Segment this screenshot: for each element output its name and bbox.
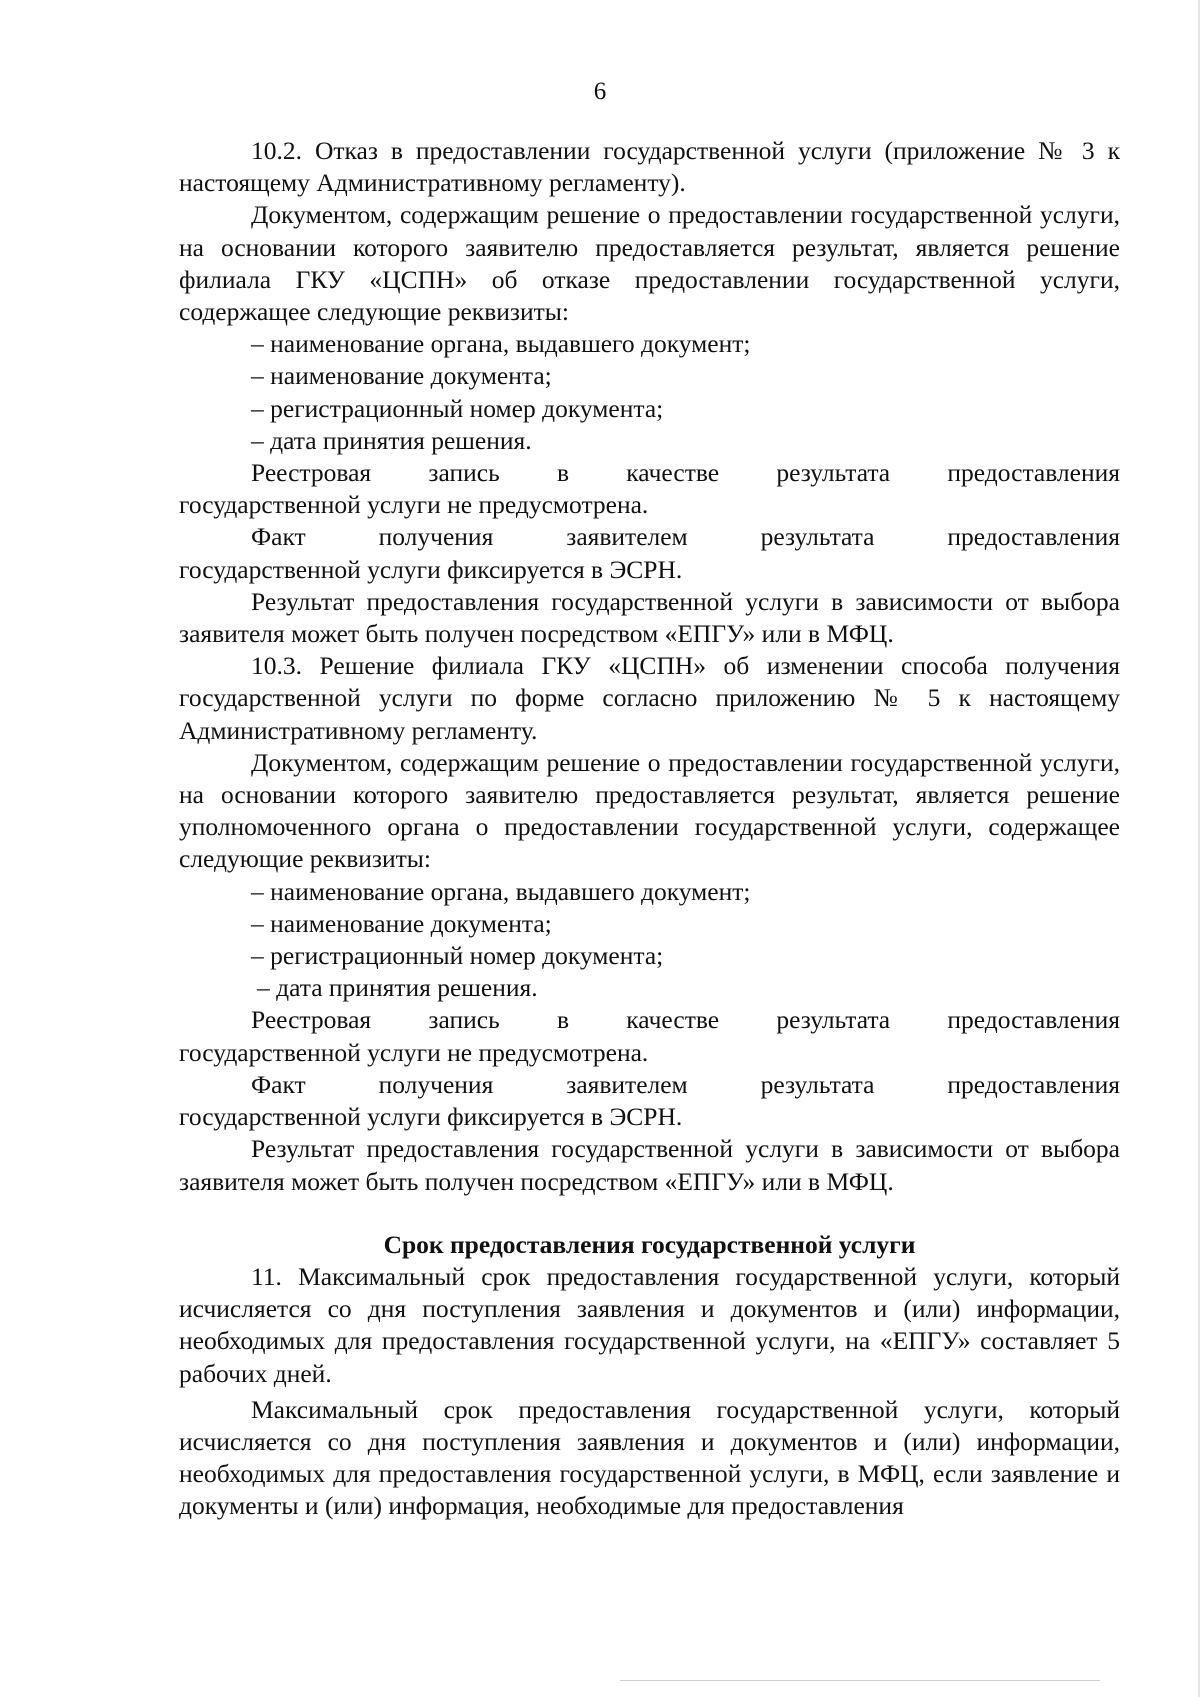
requisites-list-1 [179,328,1120,457]
list-item: – наименование документа; [251,361,552,391]
receipt-fact-line-2: государственной услуги фиксируется в ЭСРН. [179,554,683,584]
page-number: 6 [593,78,607,105]
registry-entry-line-1: Реестровая запись в качестве результата предоставления [251,1005,1120,1035]
receipt-fact-line-1: Факт получения заявителем результата предоставления [251,522,1120,552]
list-item: – регистрационный номер документа; [251,941,664,971]
registry-entry-line-2: государственной услуги не предусмотрена. [179,490,649,520]
paragraph-result-document-2: Документом, содержащим решение о предоставлении государственной услуги, на основании которого заявителю предоставляется результат, является решение уполномоченного органа о предоставлении государственной услуги, содержащее следующие реквизиты: [179,747,1120,874]
requisites-list-2 [179,876,1120,1005]
list-item: – регистрационный номер документа; [251,393,664,423]
paragraph-11: 11. Максимальный срок предоставления государственной услуги, который исчисляется со дня поступления заявления и документов и (или) информации, необходимых для предоставления государственной услуги, на «ЕПГУ» составляет 5 рабочих дней. [179,1261,1120,1388]
list-item: – дата принятия решения. [251,425,532,455]
paragraph-result-channel-2: Результат предоставления государственной услуги в зависимости от выбора заявителя может быть получен посредством «ЕПГУ» или в МФЦ. [179,1134,1120,1196]
paragraph-max-term-mfc: Максимальный срок предоставления государственной услуги, который исчисляется со дня поступления заявления и документов и (или) информации, необходимых для предоставления государственной услуги, в МФЦ, если заявление и документы и (или) информация, необходимые для предоставления [179,1394,1120,1521]
document-body [179,135,1120,1523]
registry-entry-line-1: Реестровая запись в качестве результата предоставления [251,458,1120,488]
list-item: – наименование органа, выдавшего документ; [251,329,751,359]
section-heading: Срок предоставления государственной услуги [383,1229,916,1259]
paragraph-result-document-1: Документом, содержащим решение о предоставлении государственной услуги, на основании которого заявителю предоставляется результат, является решение филиала ГКУ «ЦСПН» об отказе предоставлении государственной услуги, содержащее следующие реквизиты: [179,200,1120,327]
list-item: – наименование органа, выдавшего документ; [251,876,751,906]
paragraph-10-3: 10.3. Решение филиала ГКУ «ЦСПН» об изменении способа получения государственной услуги по форме согласно приложению № 5 к настоящему Административному регламенту. [179,651,1120,745]
scan-artifact-line [620,1680,1100,1681]
registry-entry-line-2: государственной услуги не предусмотрена. [179,1037,649,1067]
paragraph-10-2: 10.2. Отказ в предоставлении государственной услуги (приложение № 3 к настоящему Административному регламенту). [179,136,1120,198]
paragraph-result-channel-1: Результат предоставления государственной услуги в зависимости от выбора заявителя может быть получен посредством «ЕПГУ» или в МФЦ. [179,586,1120,649]
receipt-fact-line-2: государственной услуги фиксируется в ЭСРН. [179,1102,683,1132]
receipt-fact-line-1: Факт получения заявителем результата предоставления [251,1069,1120,1099]
list-item: – наименование документа; [251,908,552,938]
list-item: – дата принятия решения. [257,973,538,1003]
